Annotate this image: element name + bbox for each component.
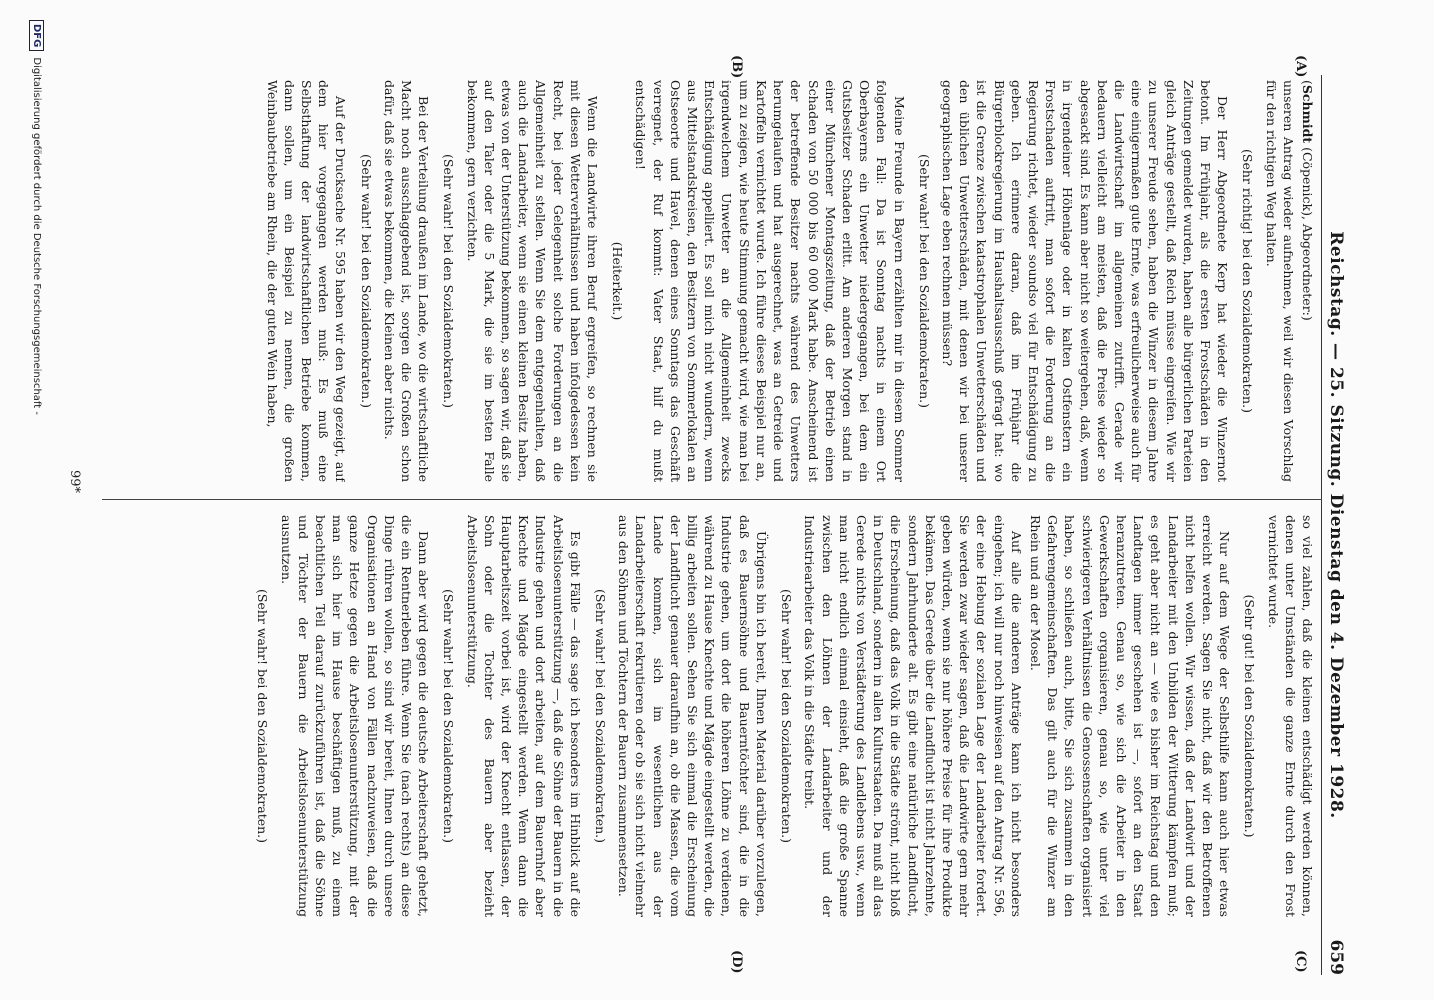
- paragraph: Es gibt Fälle — das sage ich besonders im Hinblick auf die Arbeitslosenunterstützung —, daß die Söhne der Bauern in die Industrie gehen und dort arbeiten, auf dem Bauernhof aber Knechte und Mägde eingestellt werden. Wenn dann die Hauptarbeitszeit vorbei ist, wird der Knecht entlassen, der Sohn oder die Tochter des Bauern aber bezieht Arbeitslosenunterstützung.: [464, 515, 583, 917]
- page-title: Reichstag. — 25. Sitzung. Dienstag den 4. Dezember 1928.: [1326, 231, 1346, 819]
- paragraph: Dann aber wird gegen die deutsche Arbeiterschaft gehetzt, die ein Rentnerleben führe. Wenn Sie (nach rechts) an diese Dinge rühren wollen, so sind wir bereit, Ihnen durch unsere Organisationen an Hand von Fällen nachzuweisen, daß die ganze Hetze gegen die Arbeitslosenunterstützung, mit der man sich hier im Hause beschäftigen muß, zu einem beachtlichen Teil darauf zurückzuführen ist, daß die Söhne und Töchter der Bauern die Arbeitslosenunterstützung ausnutzen.: [278, 515, 432, 917]
- paragraph: Auf alle die anderen Anträge kann ich nicht besonders eingehen; ich will nur noch hinweisen auf den Antrag Nr. 596, der eine Hebung der sozialen Lage der Landarbeiter fordert. Sie werden zwar wieder sagen, daß die Landwirte gern mehr geben würden, wenn sie nur höhere Preise für ihre Produkte bekämen. Das Gerede über die Landflucht ist nicht Jahrzehnte, sondern Jahrhunderte alt. Es gibt eine natürliche Landflucht, die Erscheinung, daß das Volk in die Städte strömt, nicht bloß in Deutschland, sondern in allen Kulturstaaten. Da muß all das Gerede nichts von Verstädterung des Landlebens usw., wenn man nicht endlich einmal einsieht, daß die große Spanne zwischen den Löhnen der Landarbeiter und der Industriearbeiter das Volk in die Städte treibt.: [802, 515, 1024, 917]
- left-column: [96, 80, 1316, 482]
- paragraph: Nur auf dem Wege der Selbsthilfe kann auch hier etwas erreicht werden. Sagen Sie nicht, daß wir den Betroffenen nicht helfen wollen. Wir wissen, daß der Landwirt und der Landarbeiter mit den Unbilden der Witterung kämpfen muß; es geht aber nicht an — wie es bisher im Reichstag und den Landtagen immer geschehen ist —, sofort an den Staat heranzutreten. Genau so, wie sich die Arbeiter in den Gewerkschaften organisieren, genau so, wie unter viel schwierigeren Verhältnissen die Genossenschaften organisiert haben, so schließen auch, bitte, Sie sich zusammen in den Gefahrengemeinschaften. Das gilt auch für die Winzer am Rhein und an der Mosel.: [1027, 515, 1233, 917]
- margin-mark-b: (B): [729, 55, 744, 79]
- paragraph: Wenn die Landwirte ihren Beruf ergreifen, so rechnen sie mit diesen Wetterverhältnissen und haben infolgedessen kein Recht, bei jeder Gelegenheit solche Forderungen an die Allgemeinheit zu stellen. Wenn Sie dem entgegenhalten, daß auch die Landarbeiter, wenn sie einen kleinen Besitz haben, etwas von der Unterstützung bekommen, so sagen wir, daß sie auf den Taler oder die 5 Mark, die sie im besten Falle bekommen, gern verzichten.: [464, 80, 601, 482]
- speaker-line: (Schmidt (Cöpenick), Abgeordneter:): [1300, 80, 1315, 321]
- digitization-credit: [29, 20, 44, 980]
- reaction: (Heiterkeit.): [610, 241, 626, 321]
- paragraph: Übrigens bin ich bereit, Ihnen Material darüber vorzulegen, daß es Bauernsöhne und Bauerntöchter sind, die in die Industrie gehen, um dort die höheren Löhne zu verdienen, während zu Hause Knechte und Mägde eingestellt werden, die billig arbeiten sollen. Sehen Sie sich einmal die Erscheinung der Landflucht genauer daraufhin an, ob die Massen, die vom Lande kommen, sich im wesentlichen aus der Landarbeiterschaft rekrutieren oder ob sie sich nicht vielmehr aus den Söhnen und Töchtern der Bauern zusammensetzen.: [616, 515, 769, 917]
- reaction: (Sehr wahr! bei den Sozialdemokraten.): [255, 588, 271, 844]
- reaction: (Sehr wahr! bei den Sozialdemokraten.): [441, 153, 457, 409]
- margin-mark-d: (D): [729, 950, 744, 974]
- reaction: (Sehr richtig! bei den Sozialdemokraten.): [1240, 149, 1256, 413]
- credit-text: Digitalisierung gefördert durch die Deutsche Forschungsgemeinschaft -: [31, 57, 42, 415]
- margin-mark-c: (C): [1293, 950, 1308, 973]
- page-header: [1321, 75, 1346, 975]
- dfg-logo: DFG: [29, 20, 44, 51]
- column-divider: [102, 499, 1322, 500]
- speaker-note: (Cöpenick), Abgeordneter:: [1300, 147, 1315, 316]
- paragraph: Der Herr Abgeordnete Kerp hat wieder die Winzernot betont. Im Frühjahr, als die ersten Frostschäden in den Zeitungen gemeldet wurden, haben alle bürgerlichen Parteien gleich Anträge gestellt, daß Reich müsse eingreifen. Wie wir zu unserer Freude sehen, haben die Winzer in diesem Jahre eine einigermaßen gute Ernte, was erfreulicherweise auch für die Landwirtschaft im allgemeinen zutrifft. Gerade wir bedauern vielleicht am meisten, daß die Preise wieder so abgesackt sind. Es kann aber nicht so weitergehen, daß, wenn in irgendeiner Höhenlage oder in kalten Ostfenstern ein Frostschaden auftritt, man sofort die Forderung an die Regierung richtet, wieder soundso viel für Entschädigung zu geben. Ich erinnere daran, daß im Frühjahr die Bürgerblockregierung im Haushaltsausschuß gefragt hat: wo ist die Grenze zwischen katastrophalen Unwetterschäden und den üblichen Unwetterschäden, mit denen wir bei unserer geographischen Lage eben rechnen müssen?: [939, 80, 1231, 482]
- reaction: (Sehr wahr! bei den Sozialdemokraten.): [358, 153, 374, 409]
- speaker-name: Schmidt: [1300, 84, 1315, 144]
- reaction: (Sehr wahr! bei den Sozialdemokraten.): [441, 588, 457, 844]
- paragraph: Bei der Verteilung draußen im Lande, wo die wirtschaftliche Macht noch ausschlaggebend ist, sorgen die Großen schon dafür, daß sie etwas bekommen, die Kleinen aber nichts.: [381, 80, 432, 482]
- reaction: (Sehr wahr! bei den Sozialdemokraten.): [916, 153, 932, 409]
- paragraph: Auf der Drucksache Nr. 595 haben wir den Weg gezeigt, auf dem hier vorgegangen werden muß: Es muß eine Selbsthaftung der landwirtschaftlichen Betriebe kommen, dann sollen, um ein Beispiel zu nennen, die großen Weinbaubetriebe am Rhein, die der guten Wein haben,: [264, 80, 349, 482]
- reaction: (Sehr gut! bei den Sozialdemokraten.): [1242, 594, 1258, 838]
- page-number: 659: [1326, 939, 1346, 975]
- paragraph: so viel zahlen, daß die kleinen entschädigt werden können, denen unter Umständen die ganze Ernte durch den Frost vernichtet wurde.: [1265, 515, 1315, 917]
- paragraph: Meine Freunde in Bayern erzählten mir in diesem Sommer folgenden Fall: Da ist Sonntag nachts in einem Ort Oberbayerns ein Unwetter niedergegangen, bei dem ein Gutsbesitzer Schaden erlitt. Am anderen Morgen stand in einer Münchener Montagszeitung, daß der Betrieb einen Schaden von 50 000 bis 60 000 Mark habe. Anscheinend ist der betreffende Besitzer nachts während des Unwetters herumgelaufen und hat ausgerechnet, was an Getreide und Kartoffeln vernichtet wurde. Ich führe dieses Beispiel nur an, um zu zeigen, wie heute Stimmung gemacht wird, wie man bei irgendwelchem Unwetter an die Allgemeinheit zwecks Entschädigung appelliert. Es soll mich nicht wundern, wenn aus Mittelstandskreisen, den Besitzern von Sommerlokalen an Ostseeorte und Havel, denen eines Sonntags das Geschäft verregnet, der Ruf kommt: Vater Staat, hilf du mußt entschädigen!: [633, 80, 907, 482]
- right-column: [96, 515, 1316, 917]
- margin-mark-a: (A): [1293, 55, 1308, 78]
- reaction: (Sehr wahr! bei den Sozialdemokraten.): [779, 588, 795, 844]
- sheet-signature: 99*: [67, 470, 82, 494]
- paragraph: unseren Antrag wieder aufnehmen, weil wir diesen Vorschlag für den richtigen Weg halten.: [1263, 80, 1296, 482]
- reaction: (Sehr wahr! bei den Sozialdemokraten.): [593, 588, 609, 844]
